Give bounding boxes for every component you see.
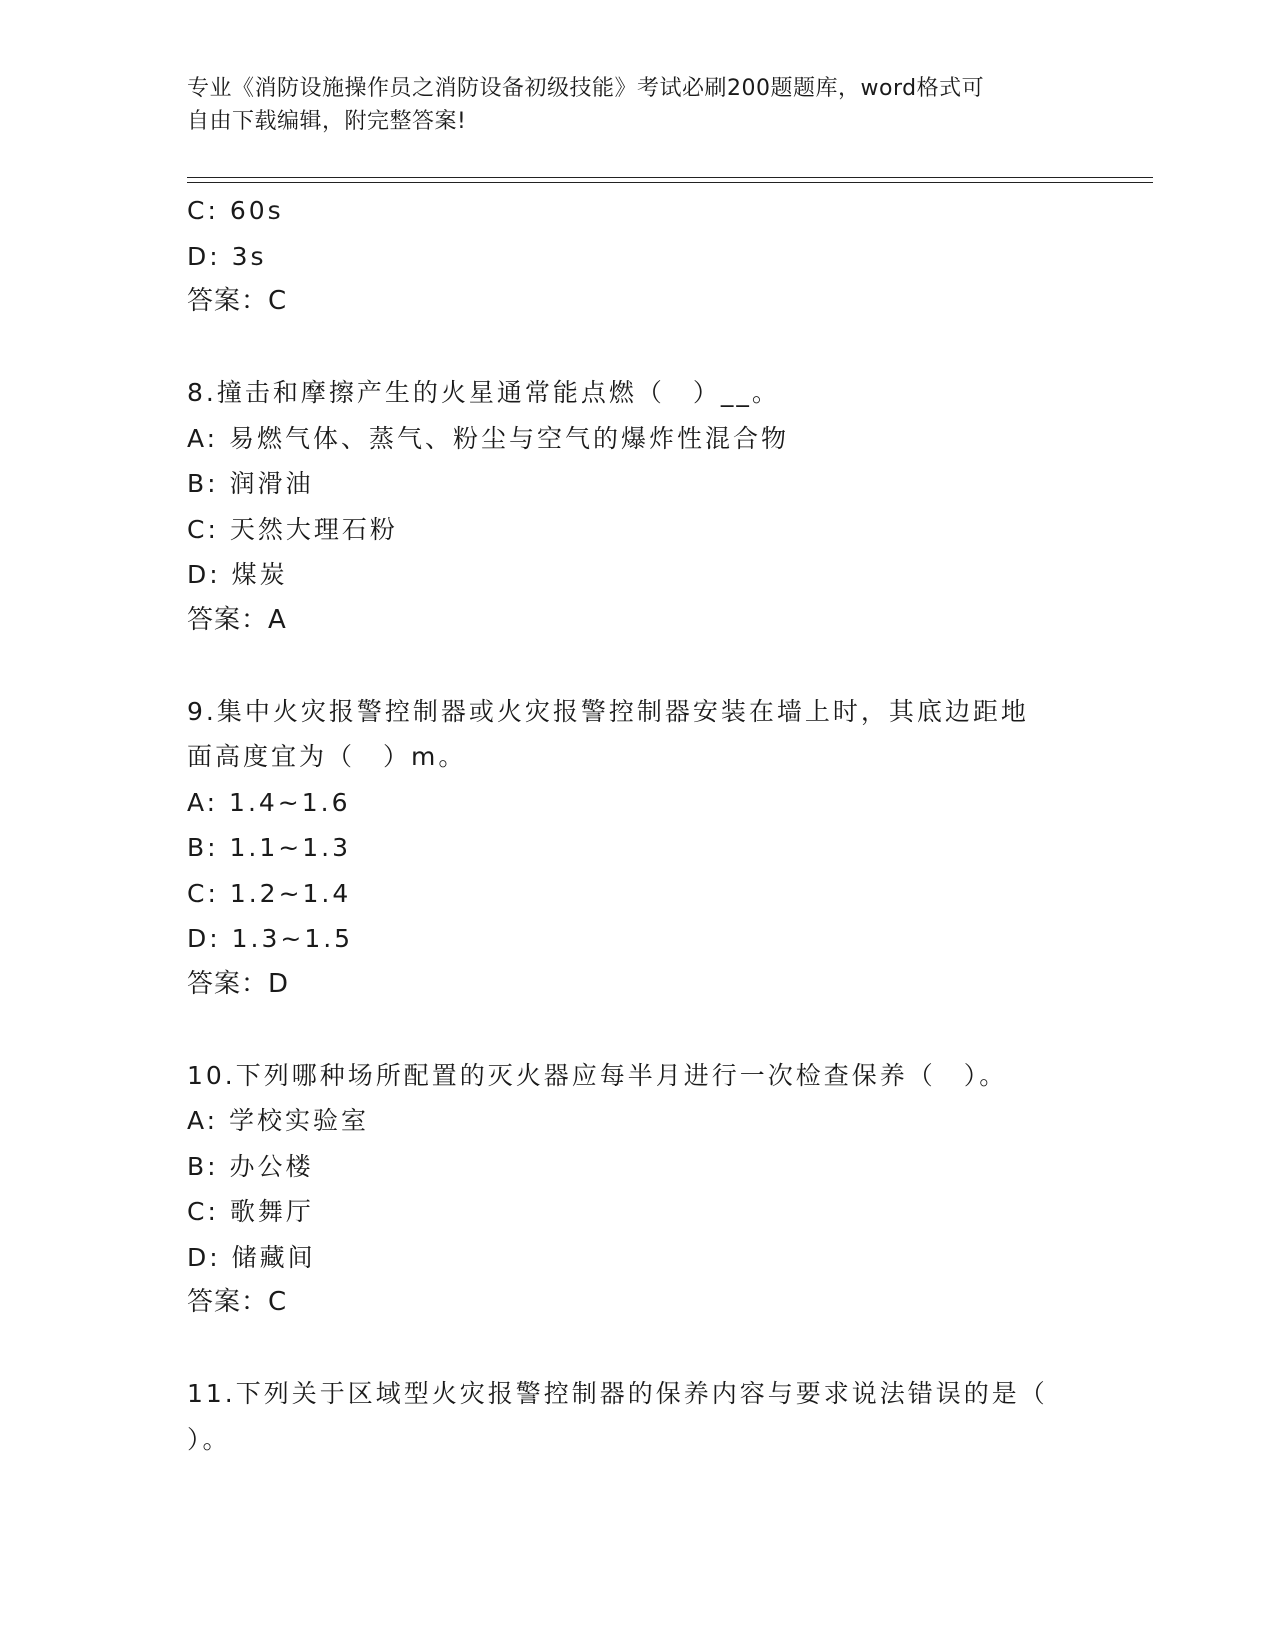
spacer bbox=[187, 643, 1087, 689]
question-text-line-2: ）。 bbox=[187, 1424, 231, 1454]
spacer bbox=[187, 1007, 1087, 1053]
question-block-11 bbox=[187, 1371, 1087, 1462]
header-line-1: 专业《消防设施操作员之消防设备初级技能》考试必刷200题题库，word格式可 bbox=[187, 76, 985, 101]
option-b: B: 润滑油 bbox=[187, 469, 314, 498]
header-rule-bottom bbox=[187, 182, 1153, 183]
question-content bbox=[187, 188, 1087, 1462]
question-block-8 bbox=[187, 370, 1087, 643]
header-line-2: 自由下载编辑，附完整答案! bbox=[187, 109, 467, 134]
option-d: D: 1.3~1.5 bbox=[187, 924, 354, 953]
option-d: D: 煤炭 bbox=[187, 560, 288, 589]
option-c: C: 1.2~1.4 bbox=[187, 878, 352, 908]
option-d: D: 3s bbox=[187, 241, 267, 271]
option-d: D: 储藏间 bbox=[187, 1242, 316, 1272]
option-c: C: 歌舞厅 bbox=[187, 1197, 314, 1226]
spacer bbox=[187, 325, 1087, 371]
option-b: B: 1.1~1.3 bbox=[187, 833, 351, 862]
question-text-line-1: 9.集中火灾报警控制器或火灾报警控制器安装在墙上时，其底边距地 bbox=[187, 696, 1029, 726]
answer: 答案：C bbox=[187, 1287, 288, 1317]
question-block-7-tail bbox=[187, 188, 1087, 325]
question-block-10 bbox=[187, 1053, 1087, 1326]
option-c: C: 60s bbox=[187, 196, 284, 225]
option-b: B: 办公楼 bbox=[187, 1151, 314, 1181]
option-a: A: 学校实验室 bbox=[187, 1106, 370, 1135]
answer: 答案：A bbox=[187, 604, 287, 635]
question-text: 8.撞击和摩擦产生的火星通常能点燃（ ）__。 bbox=[187, 378, 780, 407]
header-rule-top bbox=[187, 177, 1153, 178]
question-text-line-2: 面高度宜为（ ）m。 bbox=[187, 742, 467, 771]
question-block-9 bbox=[187, 689, 1087, 1008]
question-text-line-1: 11.下列关于区域型火灾报警控制器的保养内容与要求说法错误的是（ bbox=[187, 1379, 1048, 1408]
answer: 答案：C bbox=[187, 286, 288, 316]
answer: 答案：D bbox=[187, 968, 290, 999]
option-a: A: 易燃气体、蒸气、粉尘与空气的爆炸性混合物 bbox=[187, 423, 790, 453]
option-a: A: 1.4~1.6 bbox=[187, 787, 351, 817]
document-header bbox=[187, 72, 1067, 138]
spacer bbox=[187, 1326, 1087, 1372]
question-text: 10.下列哪种场所配置的灭火器应每半月进行一次检查保养（ ）。 bbox=[187, 1060, 1008, 1090]
option-c: C: 天然大理石粉 bbox=[187, 514, 398, 544]
